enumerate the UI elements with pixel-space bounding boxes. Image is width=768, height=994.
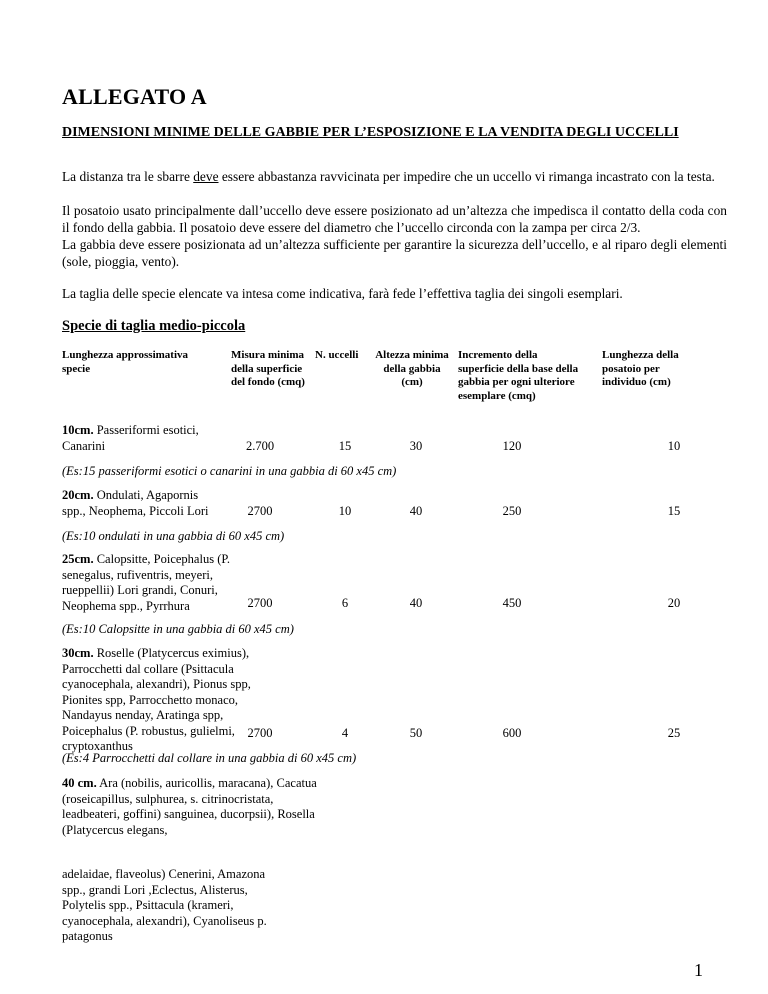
example-note: (Es:10 ondulati in una gabbia di 60 x45 cm) bbox=[62, 529, 285, 543]
intro-paragraph-2: Il posatoio usato principalmente dall’uccello deve essere posizionato ad un’altezza che impedisca il contatto della coda con il fondo della gabbia. Il posatoio deve essere del diametro che l’uccello circonda con la zampa per circa 2/3. bbox=[62, 203, 727, 235]
cell-increment: 250 bbox=[502, 504, 522, 518]
cell-increment: 450 bbox=[502, 596, 522, 610]
species-30cm: 30cm. Roselle (Platycercus eximius), Parrocchetti dal collare (Psittacula cyanocephala, alexandri), Pionus spp, Pionites spp, Parrocchetto monaco, Nandayus nenday, Aratinga spp, Poicephalus (P. robustus, gulielmi, cryptoxanthus bbox=[62, 646, 251, 753]
species-10cm: 10cm. Passeriformi esotici, Canarini bbox=[62, 423, 199, 453]
example-note: (Es:15 passeriformi esotici o canarini in una gabbia di 60 x45 cm) bbox=[62, 464, 397, 478]
cell-height: 40 bbox=[409, 596, 423, 610]
cell-perch: 20 bbox=[667, 596, 681, 610]
cell-n-birds: 10 bbox=[338, 504, 352, 518]
example-note: (Es:4 Parrocchetti dal collare in una gabbia di 60 x45 cm) bbox=[62, 751, 357, 765]
species-40cm-continued: adelaidae, flaveolus) Cenerini, Amazona spp., grandi Lori ,Eclectus, Alisterus, Polytelis spp., Psittacula (krameri, cyanocephala, alexandri), Cyanoliseus p. patagonus bbox=[62, 867, 267, 943]
species-40cm: 40 cm. Ara (nobilis, auricollis, maracana), Cacatua (roseicapillus, sulphurea, s. citrinocristata, leadbeateri, goffini) sanguinea, ducorpsii), Rosella (Platycercus elegans, bbox=[62, 776, 317, 837]
intro-paragraph-4: La taglia delle specie elencate va intesa come indicativa, farà fede l’effettiva taglia dei singoli esemplari. bbox=[62, 286, 623, 301]
section-title: Specie di taglia medio-piccola bbox=[62, 318, 246, 334]
cell-surface: 2700 bbox=[247, 726, 273, 740]
header-perch: Lunghezza della posatoio per individuo (cm) bbox=[602, 349, 679, 388]
cell-surface: 2700 bbox=[247, 596, 273, 610]
cell-height: 40 bbox=[409, 504, 423, 518]
cell-perch: 15 bbox=[667, 504, 681, 518]
intro-text: essere abbastanza ravvicinata per impedire che un uccello vi rimanga incastrato con la testa. bbox=[218, 169, 715, 184]
cell-height: 50 bbox=[409, 726, 423, 740]
cell-perch: 25 bbox=[667, 726, 681, 740]
page-number: 1 bbox=[694, 960, 703, 980]
page-title: ALLEGATO A bbox=[62, 84, 207, 109]
cell-increment: 600 bbox=[502, 726, 522, 740]
intro-underlined-word: deve bbox=[193, 169, 219, 184]
cell-increment: 120 bbox=[502, 439, 522, 453]
species-25cm: 25cm. Calopsitte, Poicephalus (P. senegalus, rufiventris, meyeri, rueppellii) Lori grandi, Conuri, Neophema spp., Pyrrhura bbox=[62, 552, 231, 613]
intro-paragraph-1 bbox=[62, 168, 727, 185]
intro-text: La distanza tra le sbarre bbox=[62, 169, 194, 184]
cell-n-birds: 15 bbox=[338, 439, 352, 453]
header-height: Altezza minima della gabbia (cm) bbox=[375, 349, 449, 388]
intro-paragraph-3: La gabbia deve essere posizionata ad un’altezza sufficiente per garantire la sicurezza dell’uccello, e al riparo degli elementi (sole, pioggia, vento). bbox=[62, 237, 727, 269]
cell-n-birds: 4 bbox=[341, 726, 349, 740]
cell-n-birds: 6 bbox=[341, 596, 349, 610]
header-n-birds: N. uccelli bbox=[315, 349, 359, 361]
cell-surface: 2.700 bbox=[245, 439, 275, 453]
species-20cm: 20cm. Ondulati, Agapornis spp., Neophema, Piccoli Lori bbox=[62, 488, 209, 518]
header-length: Lunghezza approssimativa specie bbox=[62, 349, 189, 375]
cell-height: 30 bbox=[409, 439, 423, 453]
document-subtitle: DIMENSIONI MINIME DELLE GABBIE PER L’ESPOSIZIONE E LA VENDITA DEGLI UCCELLI bbox=[62, 125, 679, 140]
header-surface: Misura minima della superficie del fondo (cmq) bbox=[231, 349, 305, 388]
example-note: (Es:10 Calopsitte in una gabbia di 60 x45 cm) bbox=[62, 622, 294, 636]
cell-perch: 10 bbox=[667, 439, 681, 453]
cell-surface: 2700 bbox=[247, 504, 273, 518]
header-increment: Incremento della superficie della base della gabbia per ogni ulteriore esemplare (cmq) bbox=[458, 349, 579, 402]
